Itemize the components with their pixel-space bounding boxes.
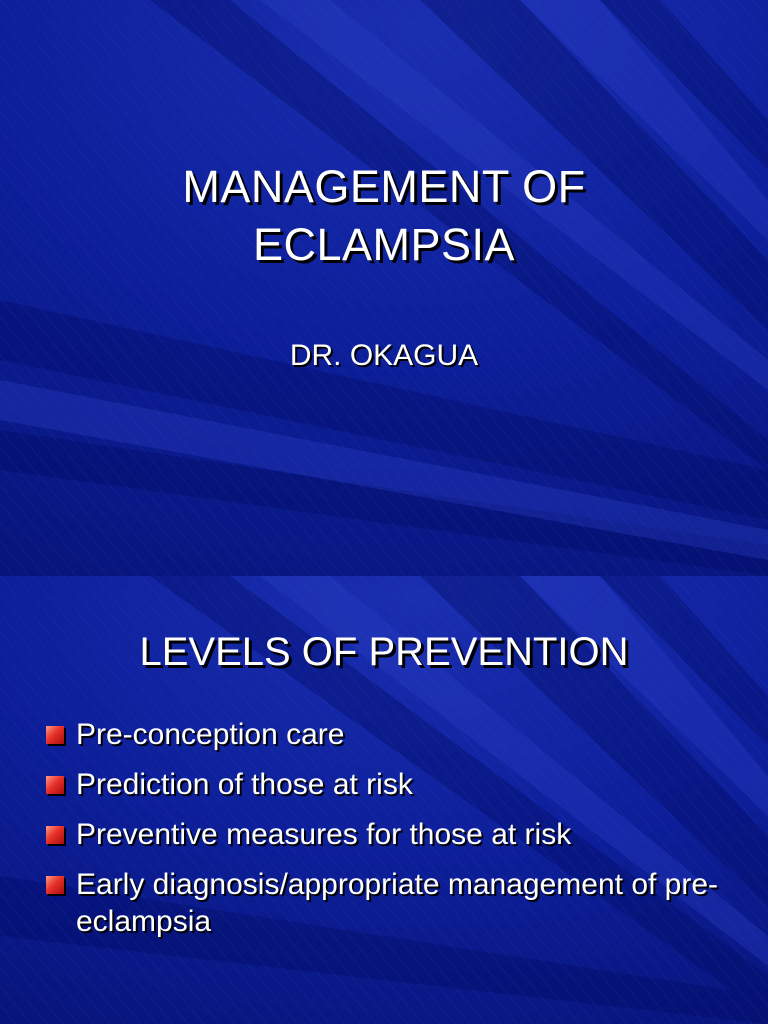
square-bullet-icon	[46, 726, 64, 744]
bullet-text: Prediction of those at risk	[76, 768, 413, 801]
bullet-text: Preventive measures for those at risk	[76, 818, 572, 851]
bullet-text: Early diagnosis/appropriate management of pre-eclampsia	[76, 868, 719, 938]
slide-subtitle: DR. OKAGUA	[289, 339, 479, 372]
slide-title	[0, 158, 768, 274]
bullet-item	[44, 766, 744, 803]
bullet-text: Pre-conception care	[76, 718, 345, 751]
square-bullet-icon	[46, 826, 64, 844]
bullet-item	[44, 716, 744, 753]
slide-2	[0, 576, 768, 1024]
bullet-item	[44, 816, 744, 853]
slide-title: LEVELS OF PREVENTION	[139, 630, 629, 674]
square-bullet-icon	[46, 776, 64, 794]
slide-2-content	[0, 576, 768, 1024]
bullet-item	[44, 866, 744, 940]
square-bullet-icon	[46, 876, 64, 894]
bullet-list	[44, 716, 744, 953]
slide-title-line-2: ECLAMPSIA	[252, 219, 516, 270]
slide-title-line-1: MANAGEMENT OF	[182, 161, 586, 212]
